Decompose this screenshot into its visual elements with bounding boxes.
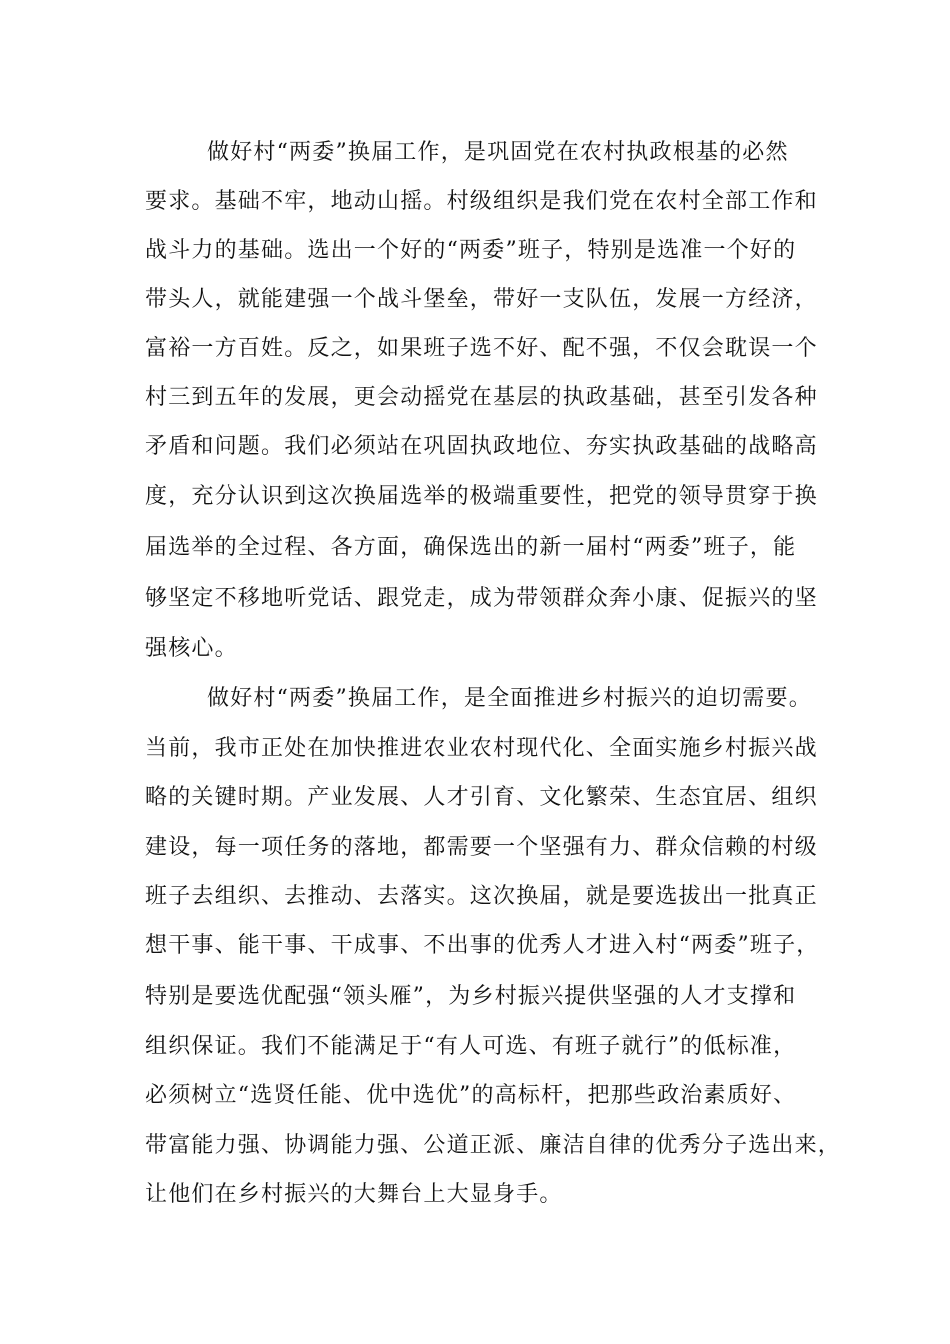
text-line: 当前，我市正处在加快推进农业农村现代化、全面实施乡村振兴战 [145,736,818,761]
text-line: 建设，每一项任务的落地，都需要一个坚强有力、群众信赖的村级 [145,835,818,860]
text-line: 度，充分认识到这次换届选举的极端重要性，把党的领导贯穿于换 [145,484,818,509]
text-line: 村三到五年的发展，更会动摇党在基层的执政基础，甚至引发各种 [145,385,818,410]
text-line: 组织保证。我们不能满足于“有人可选、有班子就行”的低标准， [145,1034,797,1059]
text-line: 特别是要选优配强“领头雁”，为乡村振兴提供坚强的人才支撑和 [145,984,797,1009]
text-line: 富裕一方百姓。反之，如果班子选不好、配不强，不仅会耽误一个 [145,336,818,361]
text-line: 带头人，就能建强一个战斗堡垒，带好一支队伍，发展一方经济， [145,287,818,312]
text-line: 班子去组织、去推动、去落实。这次换届，就是要选拔出一批真正 [145,884,818,909]
text-line: 矛盾和问题。我们必须站在巩固执政地位、夯实执政基础的战略高 [145,434,818,459]
text-line: 必须树立“选贤任能、优中选优”的高标杆，把那些政治素质好、 [145,1083,797,1108]
text-line: 强核心。 [145,636,238,661]
text-line: 带富能力强、协调能力强、公道正派、廉洁自律的优秀分子选出来， [145,1133,842,1158]
text-line: 战斗力的基础。选出一个好的“两委”班子，特别是选准一个好的 [145,238,797,263]
text-line: 做好村“两委”换届工作，是巩固党在农村执政根基的必然 [207,140,789,165]
text-line: 略的关键时期。产业发展、人才引育、文化繁荣、生态宜居、组织 [145,785,818,810]
text-line: 让他们在乡村振兴的大舞台上大显身手。 [145,1182,563,1207]
text-line: 想干事、能干事、干成事、不出事的优秀人才进入村“两委”班子， [145,933,820,958]
text-line: 做好村“两委”换届工作，是全面推进乡村振兴的迫切需要。 [207,686,812,711]
text-line: 够坚定不移地听党话、跟党走，成为带领群众奔小康、促振兴的坚 [145,586,818,611]
text-line: 届选举的全过程、各方面，确保选出的新一届村“两委”班子，能 [145,535,797,560]
text-line: 要求。基础不牢，地动山摇。村级组织是我们党在农村全部工作和 [145,189,818,214]
